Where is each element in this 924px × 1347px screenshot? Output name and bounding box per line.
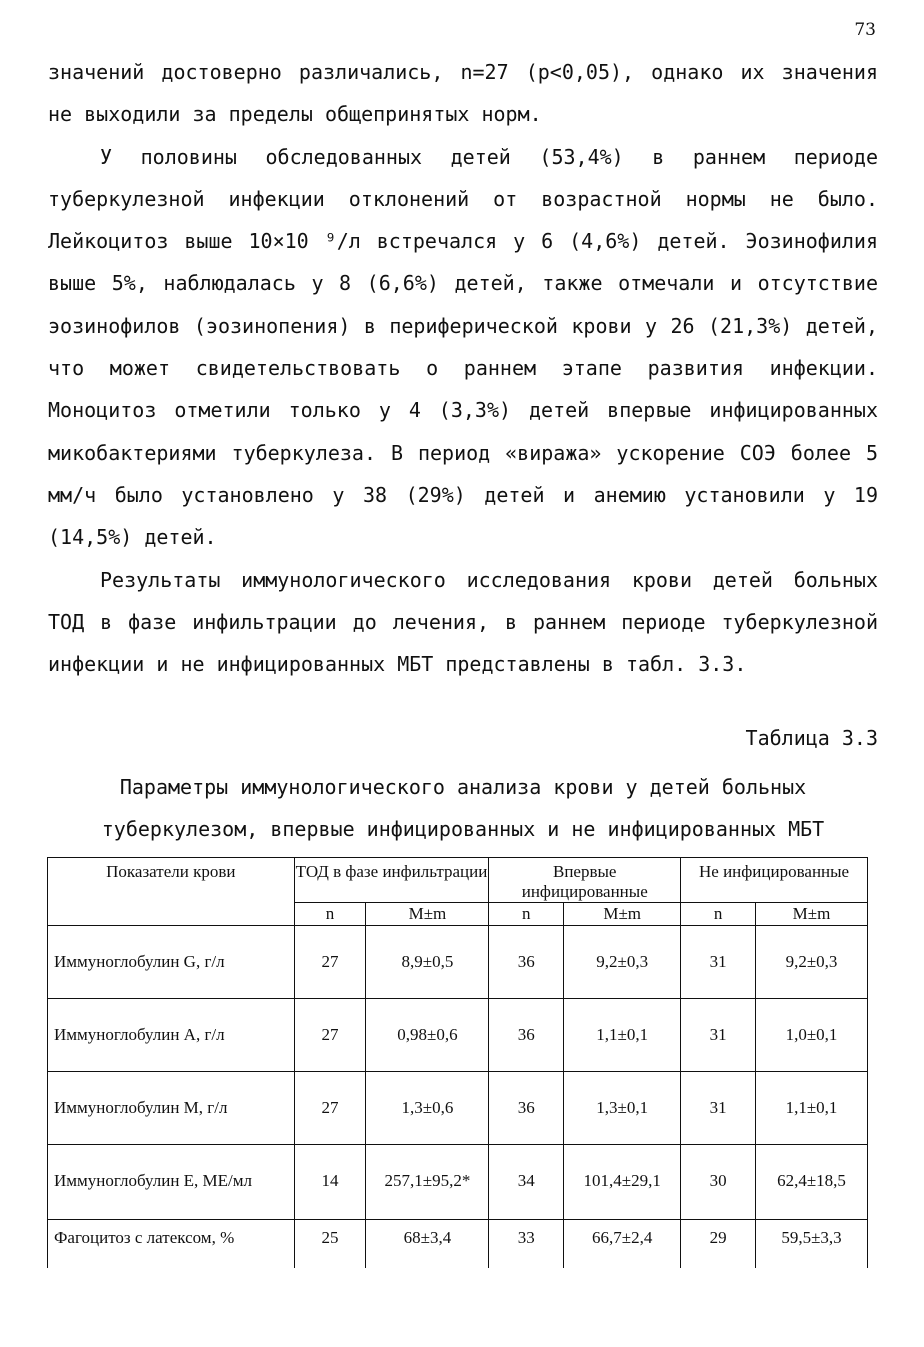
cell-value: 27 [294, 1072, 366, 1145]
paragraph-3: Результаты иммунологического исследования крови детей больных ТОД в фазе инфильтрации до лечения, в раннем периоде туберкулезной инфекции и не инфицированных МБТ представлены в табл. 3.3. [48, 567, 878, 677]
row-label: Иммуноглобулин G, г/л [48, 926, 295, 999]
cell-value: 9,2±0,3 [564, 926, 681, 999]
cell-value: 8,9±0,5 [366, 926, 489, 999]
table-caption-line-2: туберкулезом, впервые инфицированных и не инфицированных МБТ [101, 817, 825, 841]
body-text [48, 51, 878, 685]
subheader-m: M±m [564, 903, 681, 926]
cell-value: 1,0±0,1 [756, 999, 868, 1072]
cell-value: 30 [681, 1145, 756, 1220]
table-row [48, 926, 868, 999]
header-group-not-infected: Не инфицированные [681, 858, 868, 903]
table-row [48, 999, 868, 1072]
cell-value: 14 [294, 1145, 366, 1220]
table-caption [48, 766, 878, 850]
cell-value: 101,4±29,1 [564, 1145, 681, 1220]
header-group-first-infected: Впервые инфицированные [489, 858, 681, 903]
table-row [48, 1145, 868, 1220]
immunology-table [47, 857, 868, 1268]
cell-value: 9,2±0,3 [756, 926, 868, 999]
cell-value: 27 [294, 999, 366, 1072]
cell-value: 62,4±18,5 [756, 1145, 868, 1220]
subheader-n: n [294, 903, 366, 926]
paragraph-2: У половины обследованных детей (53,4%) в раннем периоде туберкулезной инфекции отклонений от возрастной нормы не было. Лейкоцитоз выше 10×10 ⁹/л встречался у 6 (4,6%) детей. Эозинофилия выше 5%, наблюдалась у 8 (6,6%) детей, также отмечали и отсутствие эозинофилов (эозинопения) в периферической крови у 26 (21,3%) детей, что может свидетельствовать о раннем этапе развития инфекции. Моноцитоз отметили только у 4 (3,3%) детей впервые инфицированных микобактериями туберкулеза. В период «виража» ускорение СОЭ более 5 мм/ч было установлено у 38 (29%) детей и анемию установили у 19 (14,5%) детей. [48, 144, 878, 550]
cell-value: 1,1±0,1 [756, 1072, 868, 1145]
header-group-tod: ТОД в фазе инфильтрации [294, 858, 489, 903]
table-header-row [48, 858, 868, 903]
table-row [48, 1220, 868, 1269]
cell-value: 33 [489, 1220, 564, 1269]
cell-value: 29 [681, 1220, 756, 1269]
cell-value: 1,1±0,1 [564, 999, 681, 1072]
subheader-n: n [681, 903, 756, 926]
cell-value: 1,3±0,1 [564, 1072, 681, 1145]
cell-value: 1,3±0,6 [366, 1072, 489, 1145]
cell-value: 68±3,4 [366, 1220, 489, 1269]
row-label: Иммуноглобулин M, г/л [48, 1072, 295, 1145]
subheader-m: M±m [756, 903, 868, 926]
paragraph-1: значений достоверно различались, n=27 (р<0,05), однако их значения не выходили за пределы общепринятых норм. [48, 60, 878, 127]
cell-value: 31 [681, 926, 756, 999]
row-label: Фагоцитоз с латексом, % [48, 1220, 295, 1269]
cell-value: 34 [489, 1145, 564, 1220]
cell-value: 36 [489, 1072, 564, 1145]
subheader-m: M±m [366, 903, 489, 926]
table-row [48, 1072, 868, 1145]
cell-value: 36 [489, 926, 564, 999]
cell-value: 66,7±2,4 [564, 1220, 681, 1269]
cell-value: 59,5±3,3 [756, 1220, 868, 1269]
cell-value: 257,1±95,2* [366, 1145, 489, 1220]
subheader-n: n [489, 903, 564, 926]
header-indicator: Показатели крови [48, 858, 295, 926]
table-caption-line-1: Параметры иммунологического анализа крови у детей больных [119, 775, 807, 799]
cell-value: 31 [681, 1072, 756, 1145]
cell-value: 31 [681, 999, 756, 1072]
cell-value: 27 [294, 926, 366, 999]
row-label: Иммуноглобулин E, МЕ/мл [48, 1145, 295, 1220]
cell-value: 0,98±0,6 [366, 999, 489, 1072]
cell-value: 36 [489, 999, 564, 1072]
cell-value: 25 [294, 1220, 366, 1269]
page-number: 73 [854, 20, 876, 40]
table-number: Таблица 3.3 [745, 726, 878, 750]
row-label: Иммуноглобулин A, г/л [48, 999, 295, 1072]
